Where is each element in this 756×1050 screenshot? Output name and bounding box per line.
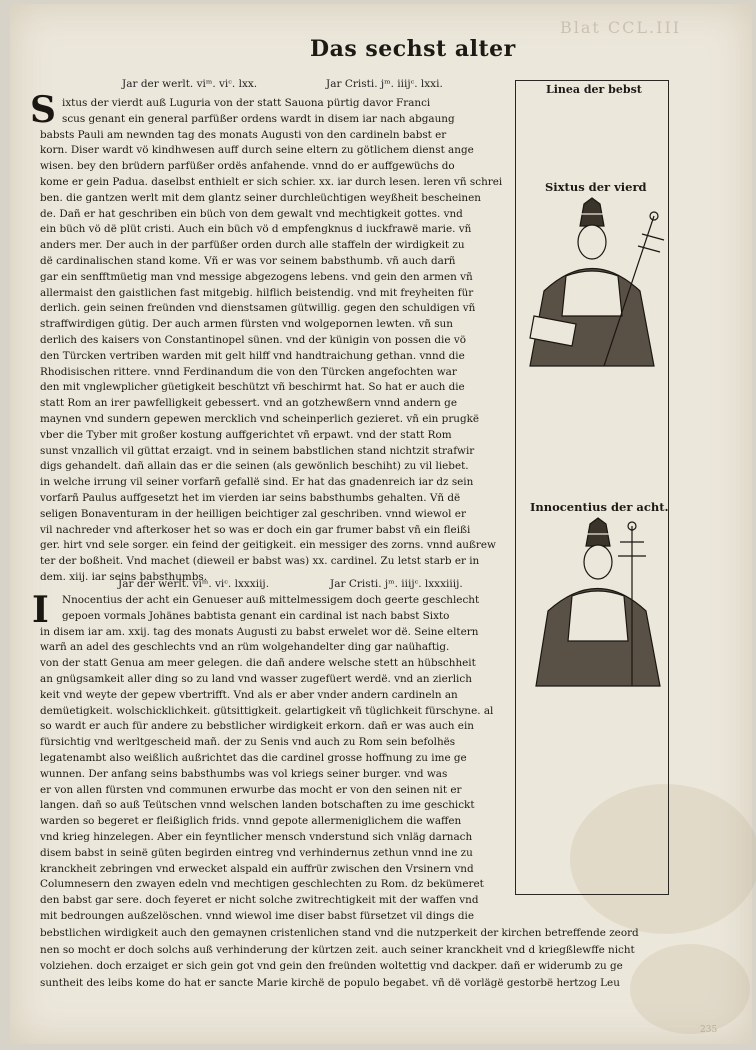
folio-pencil-note: 235 [700,1025,718,1035]
christ-year-dateline: Jar Cristi. jᵐ. iiijᶜ. lxxi. [326,78,443,90]
text-line: Rhodisischen rittere. vnnd Ferdinandum die von den Türcken angefochten war [40,365,457,378]
text-line: fürsichtig vnd werltgescheid mañ. der zu Senis vnd auch zu Rom sein befolhës [40,736,456,749]
text-line: ixtus der vierdt auß Luguria von der statt Sauona pürtig davor Franci [62,97,431,109]
text-line: den Türcken vertriben warden mit gelt hilff vnd handtraichung gethan. vnnd die [40,349,465,362]
text-line: warñ an adel des geschlechts vnd an rüm wolgehandelter ding gar naühaftig. [40,641,450,654]
text-line: dë cardinalischen stand kome. Vñ er was vor seinem babsthumb. vñ auch darñ [40,254,456,267]
text-line: an gnügsamkeit aller ding so zu land vnd wasser zugefüert werdë. vnd an zierlich [40,672,472,685]
text-line: Columnesern den zwayen edeln vnd mechtigen geschlechten zu Rom. dz bekümeret [40,878,484,891]
text-line: derlich des kaisers von Constantinopel sünen. vnd der künigin von possen die vö [40,333,466,346]
text-line: scus genant ein general parfüßer ordens wardt in disem iar nach abgaung [62,112,455,125]
text-line: vorfarñ Paulus auffgesetzt het im vierden iar seins babsthumbs gehalten. Vñ dë [40,491,461,504]
text-line: Nnocentius der acht ein Genueser auß mittelmessigem doch geerte geschlecht [62,594,480,606]
text-line: allermaist den gaistlichen fast mitgebig. hilflich beistendig. vnd mit freyheiten für [40,286,474,299]
text-line: volziehen. doch erzaiget er sich gein got vnd gein den freünden woltettig vnd dackper. dañ er widerumb zu ge [40,960,623,972]
text-line: anders mer. Der auch in der parfüßer orden durch alle staffeln der wirdigkeit zu [40,239,465,252]
world-year-dateline: Jar der werlt. viᵐ. viᶜ. lxxxiij. [118,578,270,590]
text-line: wunnen. Der anfang seins babsthumbs was vol kriegs seiner burger. vnd was [40,767,448,780]
pope-label-innocentius: Innocentius der acht. [530,500,669,514]
text-line: keit vnd weyte der gepew vbertrifft. Vnd als er aber vnder andern cardineln an [40,688,458,701]
christ-year-dateline: Jar Cristi. jᵐ. iiijᶜ. lxxxiiij. [330,578,463,590]
world-year-dateline: Jar der werlt. viᵐ. viᶜ. lxx. [122,78,258,90]
text-line: vber die Tyber mit großer kostung auffgerichtet vñ erpawt. vnd der statt Rom [40,428,452,441]
text-line: ger. hirt vnd sele sorger. ein feind der geitigkeit. ein messiger des zorns. vnnd außrew [40,539,496,552]
text-line: kranckheit zebringen vnd erwecket alspald ein auffrür zwischen den Vrsinern vnd [40,862,474,875]
text-line: straffwirdigen gütig. Der auch armen fürsten vnd wolgepornen lewten. vñ sun [40,318,453,331]
text-line: in welche irrung vil seiner vorfarñ gefallë sind. Er hat das gnadenreich iar dz sein [40,476,474,489]
text-line: demüetigkeit. wolschicklichkeit. gütsittigkeit. gelartigkeit vñ tüglichkeit fürschyne. al [40,704,494,717]
text-line: sunst vnzallich vil güttat erzaigt. vnd in seinem babstlichen stand nichtzit strafwir [40,444,475,457]
text-line: maynen vnd sundern gepewen mercklich vnd scheinperlich gezieret. vñ ein prugkë [40,412,480,425]
text-line: so wardt er auch für andere zu bebstlicher wirdigkeit erkorn. dañ er was auch ein [40,720,474,733]
text-line: gar ein senfftmüetig man vnd messige abgezogens lebens. vnd gein den armen vñ [40,270,473,283]
page-title: Das sechst alter [310,36,516,62]
text-line: disem babst in seinë güten begirden eintreg vnd verhindernus zethun vnnd ine zu [40,846,473,859]
text-line: von der statt Genua am meer gelegen. die dañ andere welsche stett an hübschheit [40,657,476,670]
text-line: den babst gar sere. doch feyeret er nicht solche zwitrechtigkeit mit der waffen vnd [40,894,479,907]
text-line: warden so begeret er fleißiglich frids. vnnd gepote allermeniglichem die waffen [40,815,462,828]
text-line: legatenambt also weißlich außrichtet das die cardinel grosse hoffnung zu ime ge [40,751,467,764]
ghost-folio-header: Blat CCL.III [560,18,682,37]
text-line: gepoen vormals Johänes babtista genant ein cardinal ist nach babst Sixto [62,609,450,622]
text-line: kome er gein Padua. daselbst enthielt er sich schier. xx. iar durch lesen. leren vñ schrei [40,175,503,188]
sixtus-text-block [40,96,516,586]
text-line: in disem iar am. xxij. tag des monats Augusti zu babst erwelet wor dë. Seine eltern [40,625,479,638]
text-line: babsts Pauli am newnden tag des monats Augusti von den cardineln babst er [40,128,447,141]
pope-sixtus-woodcut-image [514,196,670,386]
sidebar-title: Linea der bebst [546,83,642,96]
text-line: derlich. gein seinen freünden vnd dienstsamen gütwillig. gegen den schuldigen vñ [40,302,476,315]
text-line: nen so mocht er doch solchs auß verhinderung der kürtzen zeit. auch seiner kranckheit vnd d kriegßlewffe nicht [40,943,635,956]
text-line: ein büch vö dë plüt cristi. Auch ein büch vö d empfengknus d iuckfrawë marie. vñ [40,223,472,236]
text-line: korn. Diser wardt vö kindhwesen auff durch seine eltern zu götlichem dienst ange [40,144,474,157]
text-line: ben. die gantzen werlt mit dem glantz seiner durchleüchtigen weyßheit bescheinen [40,191,481,204]
pope-innocentius-woodcut-image [514,516,670,706]
innocentius-full-width-text [40,925,666,991]
text-line: dem. xiij. iar seins babsthumbs. [40,570,208,583]
text-line: vnd krieg hinzelegen. Aber ein feyntlicher mensch vnderstund sich vnläg darnach [40,830,473,843]
text-line: den mit vnglewplicher güetigkeit beschützt vñ beschirmt hat. So hat er auch die [40,381,465,394]
drop-initial-i: I [32,589,49,631]
text-line: langen. dañ so auß Teütschen vnnd welschen landen botschaften zu ime geschickt [40,799,475,812]
text-line: bebstlichen wirdigkeit auch den gemaynen cristenlichen stand vnd die nutzperkeit der kirchen betreffende zeord [40,927,639,939]
text-line: digs gehandelt. dañ allain das er die seinen (als gewönlich beschiht) zu vil liebet. [40,460,469,473]
text-line: er von allen fürsten vnd communen erwurbe das mocht er von den seinen nit er [40,783,462,796]
drop-initial-s: S [30,89,56,131]
text-line: seligen Bonaventuram in der heilligen beichtiger zal geschriben. vnnd wiewol er [40,507,466,520]
innocentius-text-block [40,593,516,925]
text-line: vil nachreder vnd afterkoser het so was er doch ein gar frumer babst vñ ein fleißi [40,523,471,536]
text-line: ter der boßheit. Vnd machet (dieweil er babst was) xx. cardinel. Zu letst starb er in [40,555,480,568]
text-line: statt Rom an irer pawfelligkeit gebessert. vnd an gotzhewßern vnnd andern ge [40,397,457,410]
text-line: de. Dañ er hat geschriben ein büch von dem gewalt vnd mechtigkeit gottes. vnd [40,207,463,220]
pope-label-sixtus: Sixtus der vierd [545,180,647,194]
text-line: suntheit des leibs kome do hat er sancte Marie kirchë de populo begabet. vñ dë vorlägë gestorbë hertzog Leu [40,976,620,989]
text-line: wisen. bey den brüdern parfüßer ordës anfahende. vnnd do er auffgewüchs do [40,160,455,173]
text-line: mit bedroungen außzelöschen. vnnd wiewol ime diser babst fürsetzet vil dings die [40,909,475,922]
